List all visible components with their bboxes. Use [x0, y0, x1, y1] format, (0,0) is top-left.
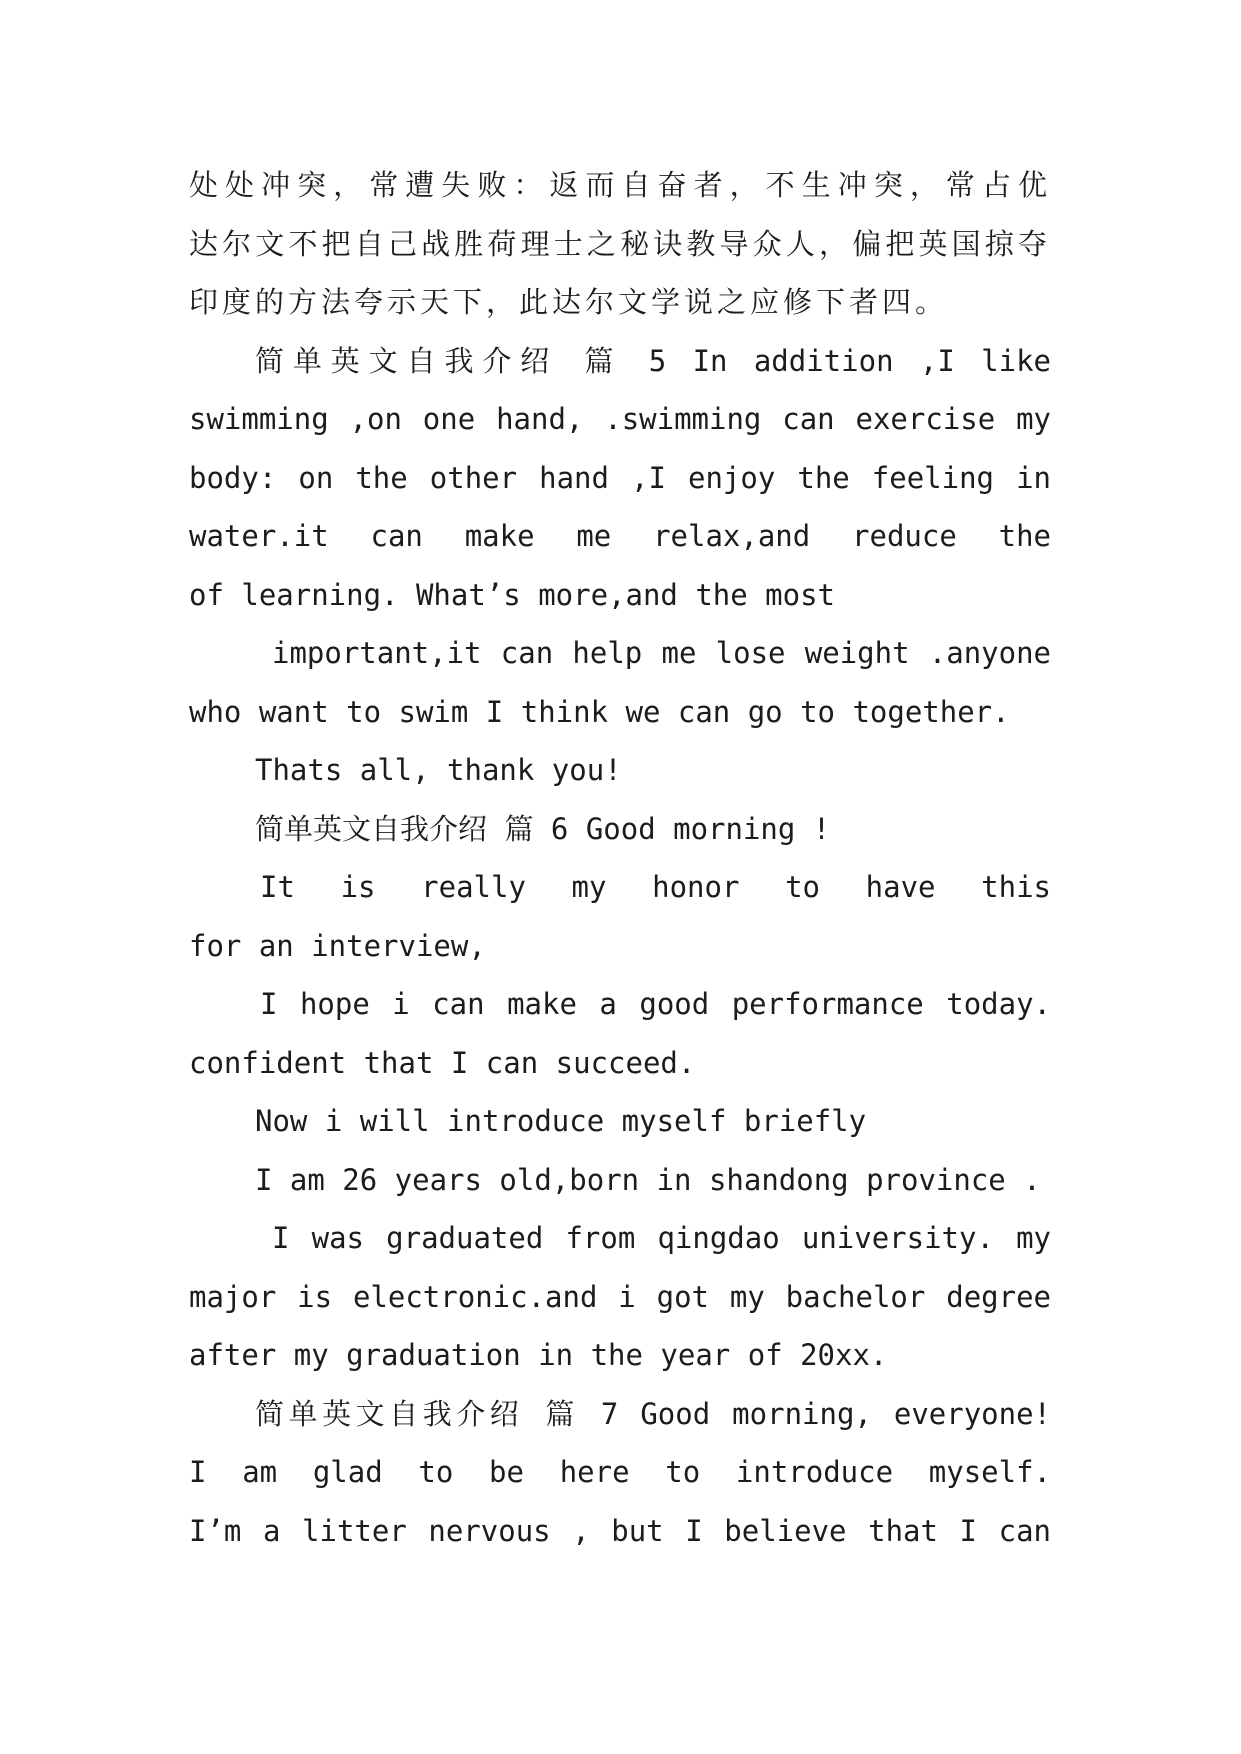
document-body [189, 156, 1051, 1560]
section-heading-7: 简单英文自我介绍 篇 7 Good morning, everyone! [255, 1396, 1051, 1431]
text-line: I’m a litter nervous , but I believe that I can [189, 1513, 1051, 1548]
text-line: of learning. What’s more,and the most [189, 577, 836, 612]
text-line: I am glad to be here to introduce myself. [189, 1455, 1051, 1489]
text-line: I am 26 years old,born in shandong province . [255, 1162, 1041, 1197]
text-line: 处处冲突，常遭失败：返而自奋者，不生冲突，常占优 [189, 168, 1051, 202]
section-heading-6: 简单英文自我介绍 篇 6 Good morning ! [255, 811, 831, 846]
text-line: I was graduated from qingdao university. my [272, 1221, 1051, 1255]
text-line: major is electronic.and i got my bachelor degree [189, 1279, 1051, 1314]
text-line: important,it can help me lose weight .anyone [272, 636, 1051, 670]
text-line: confident that I can succeed. [189, 1045, 696, 1080]
text-line: body: on the other hand ,I enjoy the feeling in [189, 460, 1051, 495]
text-line: It is really my honor to have this [260, 870, 1051, 904]
text-line: 达尔文不把自己战胜荷理士之秘诀教导众人，偏把英国掠夺 [189, 226, 1051, 261]
text-line: swimming ,on one hand, .swimming can exercise my [189, 402, 1051, 436]
text-line: after my graduation in the year of 20xx. [189, 1338, 888, 1372]
text-line: Now i will introduce myself briefly [255, 1104, 867, 1138]
text-line: Thats all, thank you! [255, 753, 622, 787]
text-line: who want to swim I think we can go to together. [189, 694, 1010, 729]
text-line: for an interview, [189, 928, 486, 963]
text-line: water.it can make me relax,and reduce the [189, 519, 1051, 553]
section-heading-5: 简单英文自我介绍 篇 5 In addition ,I like [255, 343, 1051, 378]
text-line: 印度的方法夸示天下，此达尔文学说之应修下者四。 [189, 285, 949, 319]
text-line: I hope i can make a good performance today. [260, 987, 1051, 1021]
